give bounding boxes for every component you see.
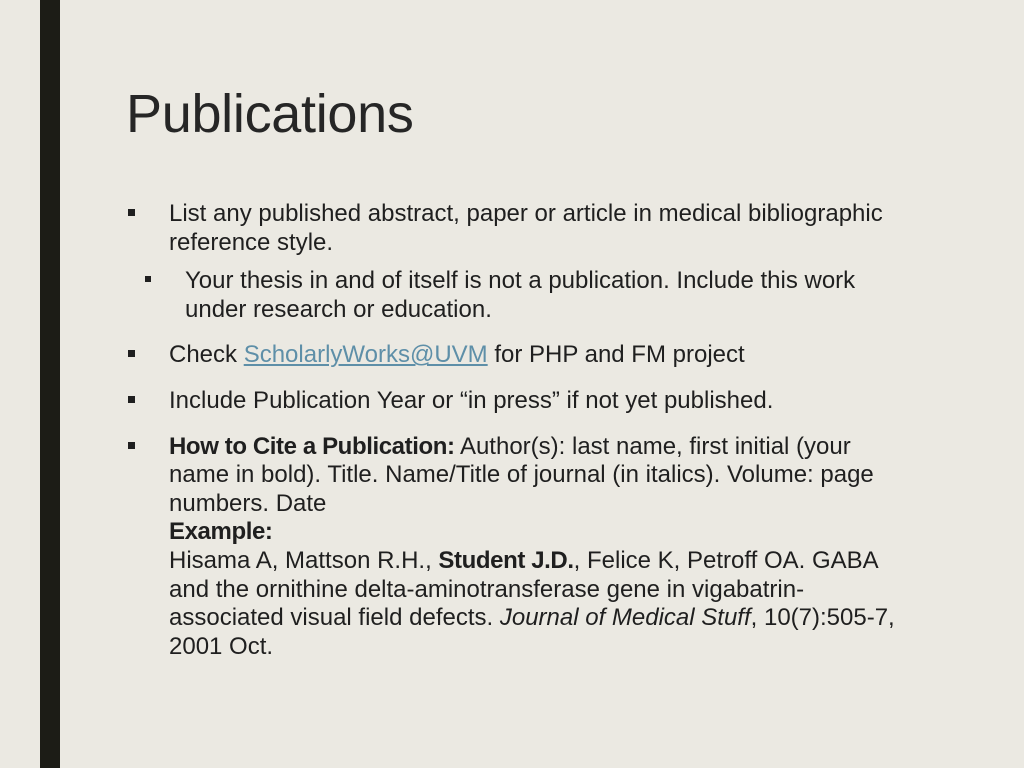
bullet-text-suffix: for PHP and FM project xyxy=(487,341,745,369)
sub-bullet-text: Your thesis in and of itself is not a publication. Include this work under research or education. xyxy=(185,267,856,323)
square-bullet-icon xyxy=(128,350,135,357)
accent-side-bar xyxy=(40,0,60,768)
bullet-text-prefix: Check xyxy=(169,341,244,369)
bullet-list xyxy=(126,200,916,661)
square-bullet-icon xyxy=(128,442,135,449)
example-authors-post: , Felice K, Petroff OA. GABA and the ornithine delta-aminotransferase gene in vigabatrin-associated visual field defects. xyxy=(169,546,878,632)
square-bullet-icon xyxy=(128,209,135,216)
example-authors-pre: Hisama A, Mattson R.H., xyxy=(169,546,439,574)
bullet-text: Include Publication Year or “in press” if not yet published. xyxy=(169,386,774,414)
bullet-text: List any published abstract, paper or article in medical bibliographic reference style. xyxy=(169,200,883,256)
bullet-item-reference-style xyxy=(126,200,916,324)
bullet-item-scholarlyworks xyxy=(126,341,916,370)
example-tail: , 10(7):505-7, 2001 Oct. xyxy=(169,604,895,660)
bullet-item-how-to-cite xyxy=(126,433,916,662)
scholarlyworks-link[interactable]: ScholarlyWorks@UVM xyxy=(243,341,488,369)
example-student-name: Student J.D. xyxy=(438,546,574,574)
cite-description: Author(s): last name, first initial (your name in bold). Title. Name/Title of journal (in italics). Volume: page numbers. Date xyxy=(169,432,874,517)
square-bullet-icon xyxy=(128,396,135,403)
example-journal: Journal of Medical Stuff xyxy=(499,604,751,632)
cite-heading: How to Cite a Publication: xyxy=(169,432,455,460)
sub-bullet-item-thesis xyxy=(126,267,916,324)
bullet-item-publication-year xyxy=(126,387,916,416)
slide-title: Publications xyxy=(126,84,414,144)
square-bullet-icon xyxy=(145,276,151,282)
example-label: Example: xyxy=(169,518,273,546)
